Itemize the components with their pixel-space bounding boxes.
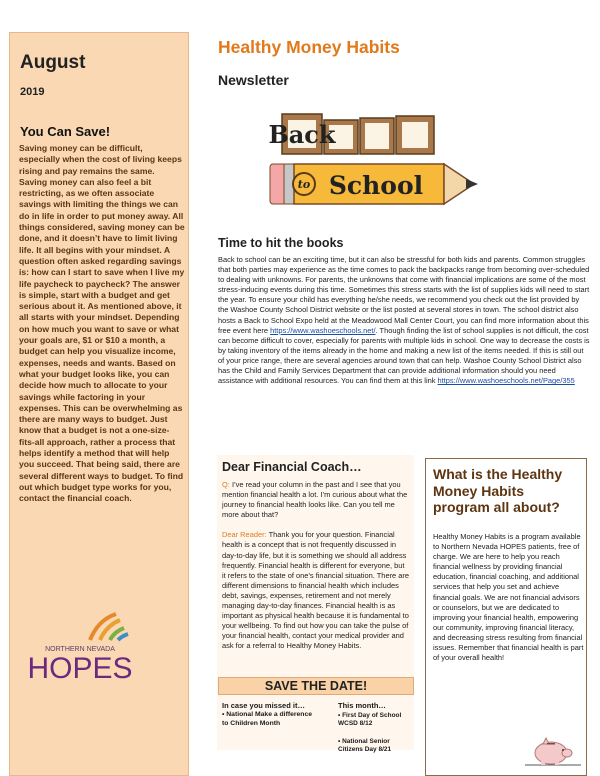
issue-year: 2019 [20, 86, 45, 98]
washoe-schools-link[interactable]: https://www.washoeschools.net/ [270, 325, 376, 335]
month-item: • National Senior Citizens Day 8/21 [338, 737, 392, 753]
this-month-heading: This month… [338, 701, 386, 710]
back-blocks [268, 114, 434, 154]
missed-it-list [222, 711, 314, 728]
coach-question [222, 480, 410, 520]
missed-item: • National Make a difference to Children Month [222, 711, 313, 727]
piggy-bank-icon [525, 735, 581, 769]
hopes-logo [20, 602, 190, 682]
you-can-save-heading: You Can Save! [20, 124, 111, 139]
answer-label: Dear Reader: [222, 530, 267, 540]
logo-top-text: NORTHERN NEVADA [45, 646, 115, 653]
logo-sun-icon [90, 614, 128, 640]
newsletter-title: Healthy Money Habits [218, 37, 400, 57]
answer-text: Thank you for your question. Financial health is a concept that is not frequently discussed in day-to-day life, but it is something we should all address frequently. Financial health is different for everyone, but it refers to the state of one’s financial situation. There are different dimensions to financial health which includes debt, savings, expenses, retirement and not merely managing day-to-day finances. Financial health is as important as physical health because it is fundamental to your wellbeing. To find out how you can take the pulse of your financial health, contact your medical provider and ask for a referral to Healthy Money Habits. [222, 530, 410, 651]
article-heading: Time to hit the books [218, 236, 344, 250]
pencil-icon [270, 164, 478, 204]
program-heading: What is the Healthy Money Habits program all about? [433, 466, 563, 515]
logo-main-text: HOPES [27, 652, 133, 682]
financial-coach-heading: Dear Financial Coach… [222, 460, 362, 474]
you-can-save-body: Saving money can be difficult, especially when the cost of living keeps rising and pay remains the same. Saving money can also feel a bit restricting, as we often associate savings with limiting the things we can do in life in order to put money away. All things considered, saving money can be done, and it doesn’t have to limit living life. It all begins with your mindset. A question often asked regarding savings is: how can I start to save when I live my life paycheck to paycheck? The answer is simple, start with a budget and get serious about it. As mentioned above, it all starts with your mindset. Depending on how much you want to save or what your goals are, $1 or $10 a month, a budget can help you visualize income, expenses, needs and wants. Based on what your budget looks like, you can decide how much to allocate to your savings while factoring in your expenses. This can be overwhelming as there are many ways to budget. Just know that a budget is not a one-size-fits-all approach, rather a process that helps identify a method that will help you succeed. That being said, there are several different ways to budget. To find out which budget type works for you, contact the financial coach. [19, 143, 185, 504]
article-body [218, 255, 590, 386]
save-the-date-banner: SAVE THE DATE! [218, 677, 414, 695]
financial-coach-body [222, 480, 410, 652]
to-text: to [297, 178, 311, 191]
question-text: I’ve read your column in the past and I see that you mention financial health a lot. I’m curious about what the journey to financial health looks like. Can you tell me more about that? [222, 480, 408, 520]
issue-month: August [20, 52, 86, 73]
washoe-schools-page-link[interactable]: https://www.washoeschools.net/Page/355 [437, 376, 575, 386]
back-to-school-art [268, 108, 493, 218]
article-text-2: . Though finding the list of school supplies is not difficult, the cost can become difficult to cover, especially for parents with multiple kids in school. One way to decrease the costs is by taking inventory of the items already in the home and making a new list of the items needed. If this is still out of your price range, there are several agencies around town that can help. Washoe County School District also has the Child and Family Services Department that can provide additional information should you need assistance with additional resources. You can find them at this link [218, 325, 590, 386]
coach-answer [222, 530, 410, 651]
month-item: • First Day of School WCSD 8/12 [338, 712, 402, 728]
this-month-list [338, 712, 414, 754]
back-text: Back [268, 120, 336, 149]
question-label: Q: [222, 480, 230, 489]
program-body: Healthy Money Habits is a program available to Northern Nevada HOPES patients, free of charge. We are here to help you reach financial wellness by providing financial education, financial coaching, and additional services that help you set and achieve financial goals. We are not financial advisors or counselors, but we are dedicated to improving your financial health, empowering our community, improving financial literacy, and decreasing stress resulting from financial issues. Remember that financial health is part of your overall health! [433, 532, 584, 663]
school-text: School [328, 171, 424, 200]
article-text-1: Back to school can be an exciting time, but it can also be stressful for both kids and parents. Common struggles that both parties may experience as the time comes to pack the backpacks range from becoming over-scheduled to dealing with unknowns. For parents, the unknowns that come with financial implications are some of the most stress-inducing events during this time. Sometimes this stress starts with the list of supplies kids will need to start the year. To ensure your child has everything he/she needs, we recommend you check out the list provided by the Washoe County School District website or the list posted at several stores in town. The school district also hosts a Back to School Expo held at the Meadowood Mall Center Court, you can find more information about this free event here [218, 255, 590, 335]
missed-it-heading: In case you missed it… [222, 701, 305, 710]
newsletter-subtitle: Newsletter [218, 72, 289, 88]
